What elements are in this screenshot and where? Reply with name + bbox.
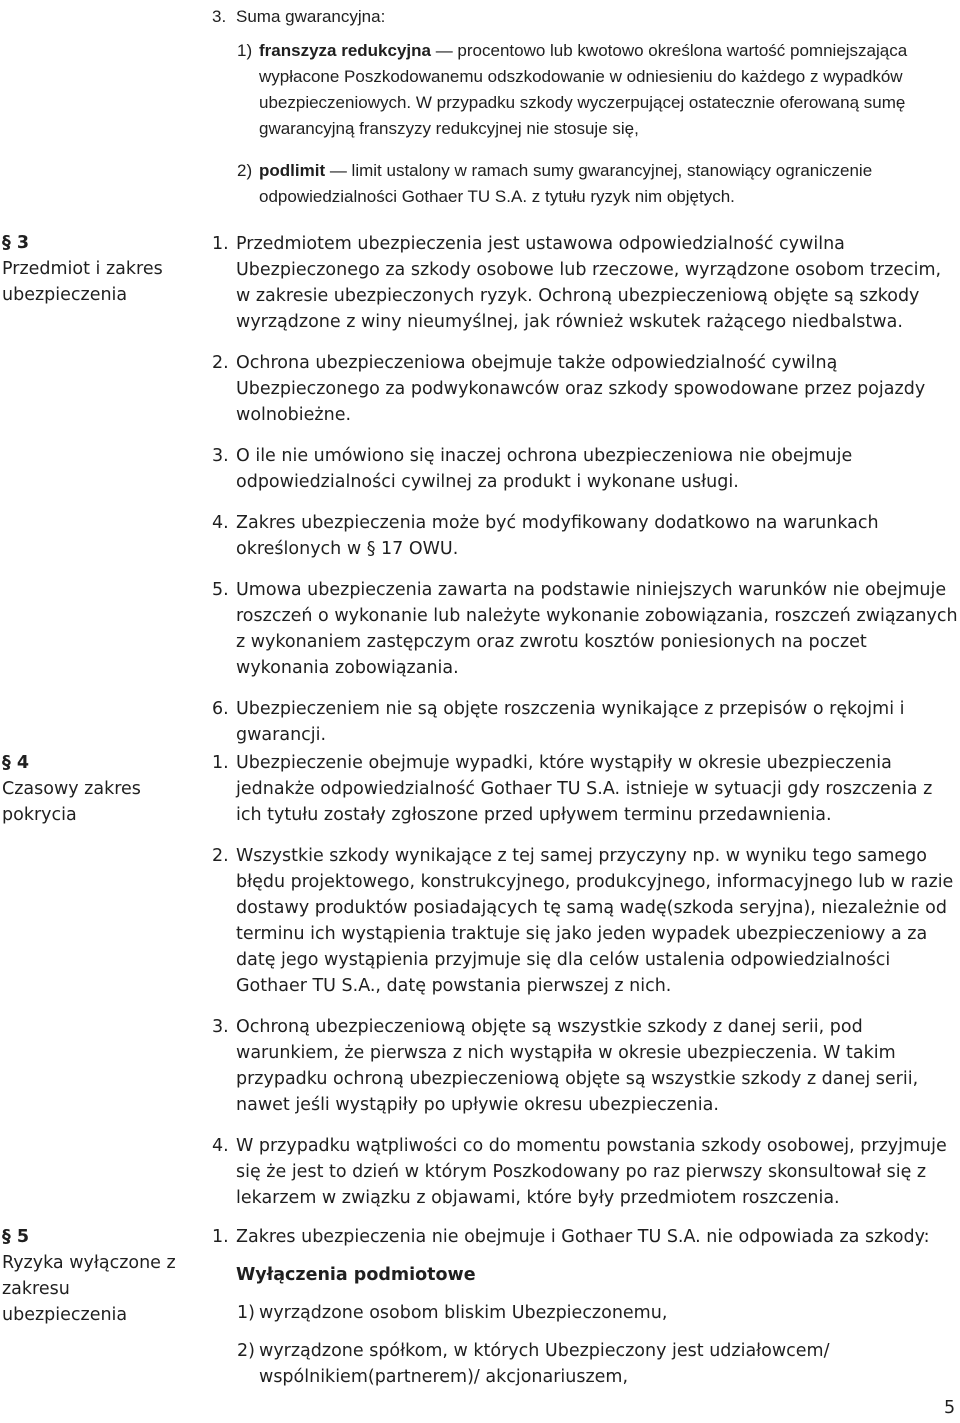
section-title: Przedmiot i zakres ubezpieczenia	[2, 259, 163, 305]
section-number: § 5	[2, 1227, 30, 1247]
list-item: 6. Ubezpieczeniem nie są objęte roszczenia wynikające z przepisów o rękojmi i gwarancji.	[212, 699, 905, 745]
term: franszyza redukcyjna	[259, 41, 431, 60]
list-item: 2. Ochrona ubezpieczeniowa obejmuje także odpowiedzialność cywilną Ubezpieczonego za podwykonawców oraz szkody spowodowane przez pojazdy wolnobieżne.	[212, 353, 926, 425]
page-number: 5	[944, 1398, 956, 1418]
section-4-body	[212, 750, 958, 1211]
suma-header	[212, 4, 958, 30]
list-item: 2) wyrządzone spółkom, w których Ubezpieczony jest udziałowcem/ wspólnikiem(partnerem)/ akcjonariuszem,	[237, 1341, 830, 1387]
section-4-heading	[2, 750, 180, 828]
list-item: 1) wyrządzone osobom bliskim Ubezpieczonemu,	[237, 1303, 668, 1323]
list-item: 1. Przedmiotem ubezpieczenia jest ustawowa odpowiedzialność cywilna Ubezpieczonego za szkody osobowe lub rzeczowe, wyrządzone osobom trzecim, w zakresie ubezpieczonych ryzyk. Ochroną ubezpieczeniową objęte są szkody wyrządzone z winy nieumyślnej, jak również wskutek rażącego niedbalstwa.	[212, 234, 942, 332]
section-5-heading	[2, 1224, 180, 1328]
list-item: 1. Zakres ubezpieczenia nie obejmuje i Gothaer TU S.A. nie odpowiada za szkody:	[212, 1227, 930, 1247]
section-title: Ryzyka wyłączone z zakresu ubezpieczenia	[2, 1253, 176, 1325]
list-item: 3. O ile nie umówiono się inaczej ochrona ubezpieczeniowa nie obejmuje odpowiedzialności cywilnej za produkt i wykonane usługi.	[212, 446, 853, 492]
list-item: 2. Wszystkie szkody wynikające z tej samej przyczyny np. w wyniku tego samego błędu projektowego, konstrukcyjnego, produkcyjnego, informacyjnego lub w razie dostawy produktów posiadających tę samą wadę(szkoda seryjna), niezależnie od terminu ich wystąpienia traktuje się jako jeden wypadek ubezpieczeniowy a za datę jego wystąpienia przyjmuje się dla celów ustalenia odpowiedzialności Gothaer TU S.A., datę powstania pierwszej z nich.	[212, 846, 954, 996]
suma-item: 1) franszyza redukcyjna — procentowo lub kwotowo określona wartość pomniejszająca wypłacone Poszkodowanemu odszkodowanie w odniesieniu do każdego z wypadków ubezpieczeniowych. W przypadku szkody wyczerpującej ostatecznie oferowaną sumę gwarancyjną franszyzy redukcyjnej nie stosuje się,	[237, 41, 908, 138]
section-number: § 3	[2, 233, 30, 253]
list-item: 3. Ochroną ubezpieczeniową objęte są wszystkie szkody z danej serii, pod warunkiem, że pierwsza z nich wystąpiła w okresie ubezpieczenia. W takim przypadku ochroną ubezpieczeniową objęte są wszystkie szkody z danej serii, nawet jeśli wystąpiły po upływie okresu ubezpieczenia.	[212, 1017, 919, 1115]
suma-item: 2) podlimit — limit ustalony w ramach sumy gwarancyjnej, stanowiący ograniczenie odpowiedzialności Gothaer TU S.A. z tytułu ryzyk nim objętych.	[237, 161, 873, 206]
list-item: 4. Zakres ubezpieczenia może być modyfikowany dodatkowo na warunkach określonych w § 17 OWU.	[212, 513, 879, 559]
section-title: Czasowy zakres pokrycia	[2, 779, 141, 825]
section-number: § 4	[2, 753, 30, 773]
list-item: 4. W przypadku wątpliwości co do momentu powstania szkody osobowej, przyjmuje się że jest to dzień w którym Poszkodowany po raz pierwszy skonsultował się z lekarzem w związku z objawami, które były przedmiotem roszczenia.	[212, 1136, 947, 1208]
list-item: 5. Umowa ubezpieczenia zawarta na podstawie niniejszych warunków nie obejmuje roszczeń o wykonanie lub należyte wykonanie zobowiązania, roszczeń związanych z wykonaniem zastępczym oraz zwrotu kosztów poniesionych na poczet wykonania zobowiązania.	[212, 580, 958, 678]
subheading: Wyłączenia podmiotowe	[236, 1265, 476, 1285]
suma-header-text: Suma gwarancyjna:	[236, 7, 386, 26]
section-5-body	[212, 1224, 958, 1390]
suma-gwarancyjna-block	[212, 4, 958, 210]
term: podlimit	[259, 161, 326, 180]
list-item: 1. Ubezpieczenie obejmuje wypadki, które wystąpiły w okresie ubezpieczenia jednakże odpowiedzialność Gothaer TU S.A. istnieje w sytuacji gdy roszczenia z ich tytułu zostały zgłoszone przed upływem terminu przedawnienia.	[212, 753, 933, 825]
section-3-body	[212, 231, 958, 748]
suma-header-number: 3.	[212, 7, 227, 26]
section-3-heading	[2, 230, 180, 308]
